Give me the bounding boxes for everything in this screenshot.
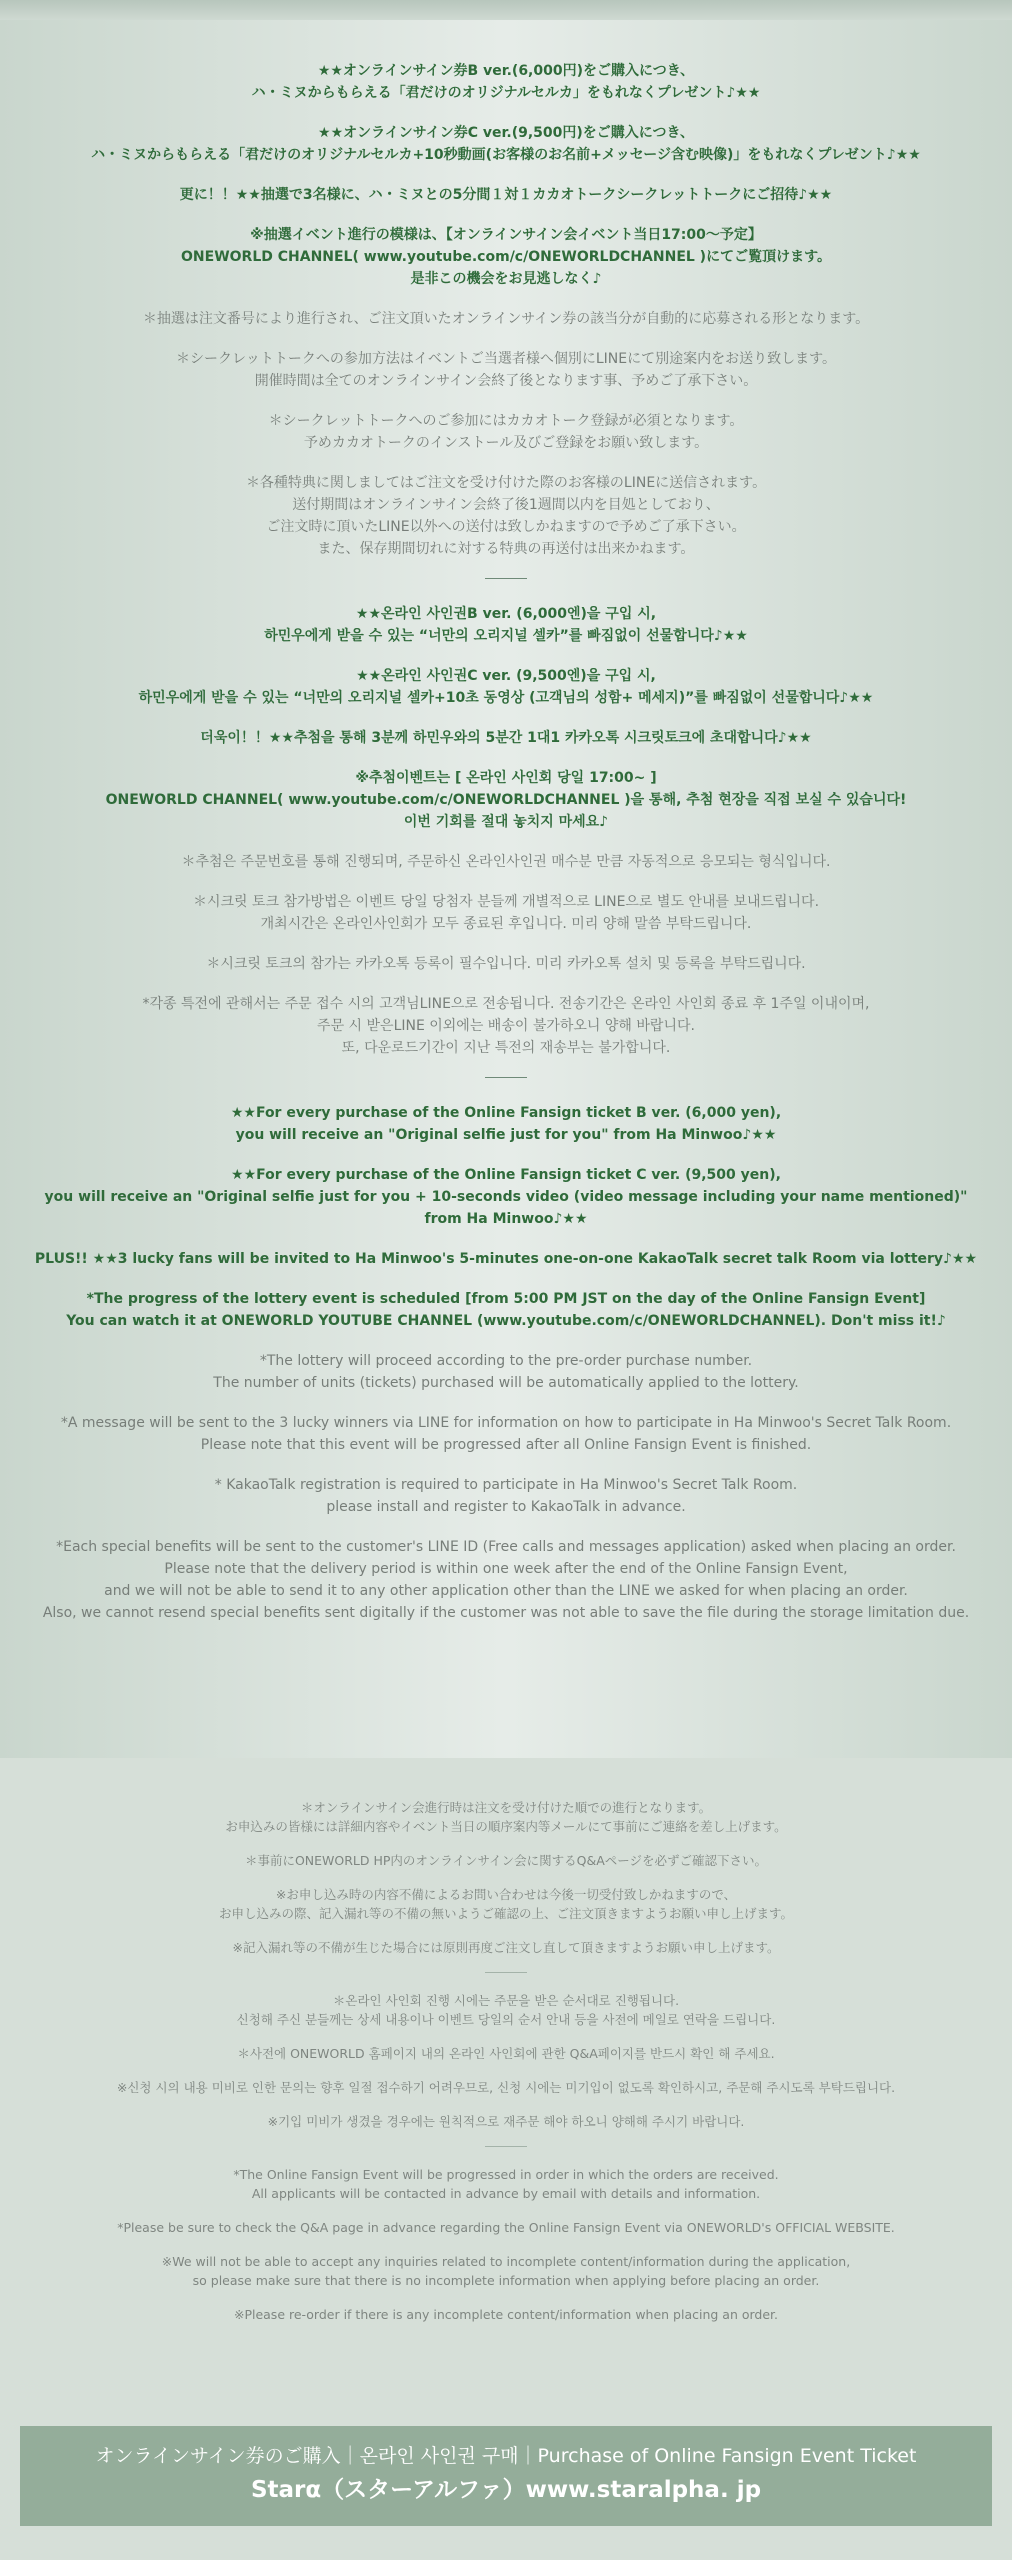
text-line: Also, we cannot resend special benefits sent digitally if the customer was not able to save the file during the storage limitation due. — [42, 1605, 970, 1621]
text-line: ★★オンラインサイン券B ver.(6,000円)をご購入につき、 — [317, 63, 695, 79]
en-notice-inquiries — [16, 2252, 996, 2290]
text-line: ★★온라인 사인권C ver. (9,500엔)을 구입 시, — [356, 668, 656, 684]
text-line: お申し込みの際、記入漏れ等の不備の無いようご確認の上、ご注文頂きますようお願い申し上げます。 — [218, 1906, 793, 1921]
jp-notice-order — [16, 1798, 996, 1836]
ko-notice-inquiries — [16, 2078, 996, 2097]
ko-note-lottery — [16, 851, 996, 873]
text-line: また、保存期間切れに対する特典の再送付は出来かねます。 — [317, 541, 695, 557]
ko-note-secret-talk — [16, 891, 996, 935]
text-line: 주문 시 받은LINE 이외에는 배송이 불가하오니 양해 바랍니다. — [317, 1018, 695, 1034]
jp-notice-qa — [16, 1851, 996, 1870]
text-line: ※Please re-order if there is any incomplete content/information when placing an order. — [233, 2307, 779, 2322]
text-line: ※抽選イベント進行の模様は、【オンラインサイン会イベント当日17:00〜予定】 — [250, 227, 762, 243]
text-line: ＊抽選は注文番号により進行され、ご注文頂いたオンラインサイン券の該当分が自動的に応募される形となります。 — [142, 311, 870, 327]
text-line: 하민우에게 받을 수 있는 “너만의 오리지널 셀카+10초 동영상 (고객님의 성함+ 메세지)”를 빠짐없이 선물합니다♪★★ — [138, 690, 874, 706]
jp-note-secret-talk — [16, 348, 996, 392]
en-lottery — [16, 1248, 996, 1270]
text-line: ＊シークレットトークへのご参加にはカカオトーク登録が必須となります。 — [268, 413, 744, 429]
text-line: ハ・ミヌからもらえる「君だけのオリジナルセルカ」をもれなくプレゼント♪★★ — [251, 85, 761, 101]
text-line: 是非この機会をお見逃しなく♪ — [410, 271, 602, 287]
jp-notice-reorder — [16, 1938, 996, 1957]
text-line: ＊시크릿 토크의 참가는 카카오톡 등록이 필수입니다. 미리 카카오톡 설치 및 등록을 부탁드립니다. — [206, 956, 806, 972]
text-line: Please note that this event will be progressed after all Online Fansign Event is finished. — [200, 1437, 812, 1453]
text-line: 개최시간은 온라인사인회가 모두 종료된 후입니다. 미리 양해 말씀 부탁드립니다. — [260, 916, 752, 932]
promo-section — [0, 20, 1012, 1758]
text-line: The number of units (tickets) purchased will be automatically applied to the lottery. — [213, 1375, 799, 1391]
text-line: Please note that the delivery period is within one week after the end of the Online Fansign Event, — [164, 1561, 848, 1577]
en-offer-c — [16, 1164, 996, 1230]
ko-offer-b — [16, 603, 996, 647]
text-line: お申込みの皆様には詳細内容やイベント当日の順序案内等メールにて事前にご連絡を差し上げます。 — [225, 1819, 787, 1834]
text-line: 하민우에게 받을 수 있는 “너만의 오리지널 셀카”를 빠짐없이 선물합니다♪★★ — [264, 628, 748, 644]
text-line: PLUS!! ★★3 lucky fans will be invited to Ha Minwoo's 5-minutes one-on-one KakaoTalk secret talk Room via lottery♪★★ — [34, 1251, 978, 1267]
ko-lottery-broadcast — [16, 767, 996, 833]
text-line: You can watch it at ONEWORLD YOUTUBE CHANNEL (www.youtube.com/c/ONEWORLDCHANNEL). Don't miss it!♪ — [66, 1313, 946, 1329]
text-line: ＊事前にONEWORLD HP内のオンラインサイン会に関するQ&Aページを必ずご確認下さい。 — [244, 1853, 768, 1868]
text-line: ※신청 시의 내용 미비로 인한 문의는 향후 일절 접수하기 어려우므로, 신청 시에는 미기입이 없도록 확인하시고, 주문해 주시도록 부탁드립니다. — [116, 2080, 896, 2095]
jp-lottery-broadcast — [16, 224, 996, 290]
en-note-benefits — [16, 1536, 996, 1624]
en-notice-order — [16, 2165, 996, 2203]
text-line: 또, 다운로드기간이 지난 특전의 재송부는 불가합니다. — [341, 1040, 671, 1056]
en-note-kakaotalk — [16, 1474, 996, 1518]
text-line: ★★For every purchase of the Online Fansign ticket C ver. (9,500 yen), — [231, 1167, 781, 1183]
text-line: 신청해 주신 분들께는 상세 내용이나 이벤트 당일의 순서 안내 등을 사전에 메일로 연락을 드립니다. — [236, 2012, 776, 2027]
en-note-lottery — [16, 1350, 996, 1394]
text-line: please install and register to KakaoTalk in advance. — [326, 1499, 686, 1515]
text-line: ご注文時に頂いたLINE以外への送付は致しかねますので予めご了承下さい。 — [266, 519, 746, 535]
text-line: ＊各種特典に関しましてはご注文を受け付けた際のお客様のLINEに送信されます。 — [245, 475, 767, 491]
text-line: ハ・ミヌからもらえる「君だけのオリジナルセルカ+10秒動画(お客様のお名前+メッセージ含む映像)」をもれなくプレゼント♪★★ — [91, 147, 921, 163]
text-line: ONEWORLD CHANNEL( www.youtube.com/c/ONEWORLDCHANNEL )にてご覧頂けます。 — [181, 249, 831, 265]
text-line: ※記入漏れ等の不備が生じた場合には原則再度ご注文し直して頂きますようお願い申し上げます。 — [232, 1940, 780, 1955]
text-line: ★★온라인 사인권B ver. (6,000엔)을 구입 시, — [355, 606, 657, 622]
section-divider — [485, 578, 527, 579]
text-line: ※お申し込み時の内容不備によるお問い合わせは今後一切受付致しかねますので、 — [275, 1887, 737, 1902]
text-line: you will receive an "Original selfie just for you" from Ha Minwoo♪★★ — [235, 1127, 777, 1143]
section-divider — [485, 1077, 527, 1078]
ko-note-kakaotalk — [16, 953, 996, 975]
text-line: * KakaoTalk registration is required to participate in Ha Minwoo's Secret Talk Room. — [214, 1477, 798, 1493]
text-line: from Ha Minwoo♪★★ — [424, 1211, 588, 1227]
ko-note-benefits — [16, 993, 996, 1059]
jp-notice-inquiries — [16, 1885, 996, 1923]
text-line: 더욱이！！★★추첨을 통해 3분께 하민우와의 5분간 1대1 카카오톡 시크릿토크에 초대합니다♪★★ — [200, 730, 812, 746]
purchase-link-label[interactable]: オンラインサイン券のご購入｜온라인 사인권 구매｜Purchase of Online Fansign Event Ticket — [95, 2445, 917, 2467]
text-line: ＊사전에 ONEWORLD 홈페이지 내의 온라인 사인회에 관한 Q&A페이지를 반드시 확인 해 주세요. — [237, 2046, 775, 2061]
store-url-link[interactable]: Starα（スターアルファ）www.staralpha. jp — [250, 2477, 762, 2503]
en-notice-qa — [16, 2218, 996, 2237]
text-line: *The lottery will proceed according to the pre-order purchase number. — [259, 1353, 753, 1369]
jp-offer-b — [16, 60, 996, 104]
ko-offer-c — [16, 665, 996, 709]
ko-notice-qa — [16, 2044, 996, 2063]
text-line: *A message will be sent to the 3 lucky winners via LINE for information on how to participate in Ha Minwoo's Secret Talk Room. — [60, 1415, 952, 1431]
jp-note-lottery — [16, 308, 996, 330]
text-line: *각종 특전에 관해서는 주문 접수 시의 고객님LINE으로 전송됩니다. 전송기간은 온라인 사인회 종료 후 1주일 이내이며, — [142, 996, 870, 1012]
text-line: ※추첨이벤트는 [ 온라인 사인회 당일 17:00~ ] — [355, 770, 657, 786]
text-line: *Please be sure to check the Q&A page in advance regarding the Online Fansign Event via ONEWORLD's OFFICIAL WEBSITE. — [117, 2220, 895, 2235]
section-divider — [485, 1972, 527, 1973]
jp-lottery — [16, 184, 996, 206]
ko-notice-order — [16, 1991, 996, 2029]
text-line: 送付期間はオンラインサイン会終了後1週間以内を目処としており、 — [292, 497, 720, 513]
text-line: ＊시크릿 토크 참가방법은 이벤트 당일 당첨자 분들께 개별적으로 LINE으로 별도 안내를 보내드립니다. — [192, 894, 820, 910]
text-line: 이번 기회를 절대 놓치지 마세요♪ — [403, 814, 609, 830]
text-line: and we will not be able to send it to any other application other than the LINE we asked for when placing an order. — [104, 1583, 908, 1599]
text-line: ※기입 미비가 생겼을 경우에는 원칙적으로 재주문 해야 하오니 양해해 주시기 바랍니다. — [267, 2114, 745, 2129]
text-line: ONEWORLD CHANNEL( www.youtube.com/c/ONEWORLDCHANNEL )을 통해, 추첨 현장을 직접 보실 수 있습니다! — [105, 792, 907, 808]
en-note-secret-talk — [16, 1412, 996, 1456]
section-divider — [485, 2146, 527, 2147]
text-line: ＊추첨은 주문번호를 통해 진행되며, 주문하신 온라인사인권 매수분 만큼 자동적으로 응모되는 형식입니다. — [181, 854, 831, 870]
ko-notice-reorder — [16, 2112, 996, 2131]
text-line: 開催時間は全てのオンラインサイン会終了後となります事、予めご了承下さい。 — [254, 373, 758, 389]
text-line: ★★For every purchase of the Online Fansign ticket B ver. (6,000 yen), — [230, 1105, 782, 1121]
text-line: so please make sure that there is no incomplete information when applying before placing an order. — [192, 2273, 820, 2288]
text-line: ★★オンラインサイン券C ver.(9,500円)をご購入につき、 — [318, 125, 694, 141]
text-line: All applicants will be contacted in advance by email with details and information. — [251, 2186, 761, 2201]
en-notice-reorder — [16, 2305, 996, 2324]
text-line: *The Online Fansign Event will be progressed in order in which the orders are received. — [233, 2167, 779, 2182]
text-line: ＊온라인 사인회 진행 시에는 주문을 받은 순서대로 진행됩니다. — [332, 1993, 680, 2008]
text-line: ＊シークレットトークへの参加方法はイベントご当選者様へ個別にLINEにて別途案内をお送り致します。 — [176, 351, 836, 367]
text-line: ※We will not be able to accept any inquiries related to incomplete content/information during the application, — [161, 2254, 851, 2269]
text-line: ＊オンラインサイン会進行時は注文を受け付けた順での進行となります。 — [300, 1800, 712, 1815]
text-line: you will receive an "Original selfie just for you + 10-seconds video (video message including your name mentioned)" — [44, 1189, 968, 1205]
jp-note-benefits — [16, 472, 996, 560]
ko-lottery — [16, 727, 996, 749]
text-line: *Each special benefits will be sent to the customer's LINE ID (Free calls and messages application) asked when placing an order. — [56, 1539, 956, 1555]
text-line: 予めカカオトークのインストール及びご登録をお願い致します。 — [303, 435, 709, 451]
text-line: *The progress of the lottery event is scheduled [from 5:00 PM JST on the day of the Online Fansign Event] — [86, 1291, 926, 1307]
en-offer-b — [16, 1102, 996, 1146]
text-line: 更に！！★★抽選で3名様に、ハ・ミヌとの5分間１対１カカオトークシークレットトークにご招待♪★★ — [179, 187, 833, 203]
purchase-banner[interactable] — [20, 2426, 992, 2526]
jp-note-kakaotalk — [16, 410, 996, 454]
en-lottery-broadcast — [16, 1288, 996, 1332]
jp-offer-c — [16, 122, 996, 166]
top-band — [0, 0, 1012, 20]
